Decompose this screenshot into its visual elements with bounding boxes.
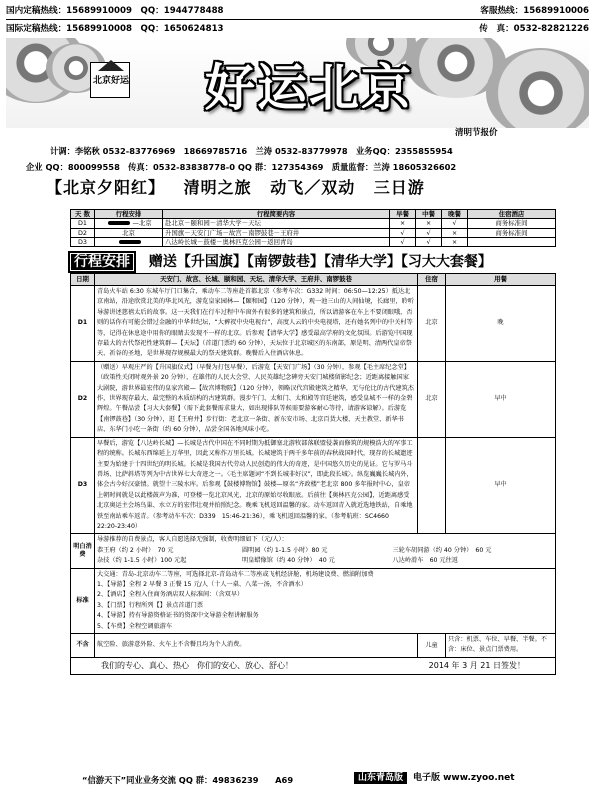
banner-text: 【北京夕阳红】 xyxy=(46,178,166,197)
column-header: 行程简要内容 xyxy=(163,210,390,219)
table-row xyxy=(71,657,556,674)
meal-cell: 早中 xyxy=(446,437,556,534)
column-header: 天 数 xyxy=(71,210,95,219)
meal-cell: √ xyxy=(416,237,442,246)
hotel-cell: 北京 xyxy=(418,361,446,437)
footer-left: “信游天下”同业业务交流 QQ 群：49836239 A69 xyxy=(82,775,294,785)
hotel-cell: 商务标准间 xyxy=(468,228,556,237)
website-link[interactable]: 电子版 www.zyoo.net xyxy=(412,773,515,783)
day-cell: D1 xyxy=(71,286,95,362)
table-row xyxy=(71,228,556,237)
standard-line: 3、【门票】行程所列【】景点首道门票 xyxy=(97,601,204,609)
self-pay-item: 圆明园（约 1-1.5 小时）80 元 xyxy=(242,546,328,554)
page-title: 好运北京 xyxy=(205,58,413,117)
table-row xyxy=(71,437,556,534)
standard-line: 2、【酒店】全程入住商务酒店双人标准间：（含双早） xyxy=(97,591,244,599)
plane-icon xyxy=(119,240,141,244)
hotel-cell xyxy=(468,237,556,246)
column-header: 中餐 xyxy=(416,210,442,219)
footer-right xyxy=(354,773,515,785)
table-row xyxy=(71,237,556,246)
fax-number: 传 真：0532-82821226 xyxy=(479,24,589,34)
divider xyxy=(6,19,589,20)
day-cell: D1 xyxy=(71,219,95,228)
banner-text: 动飞／双动 xyxy=(270,178,356,197)
column-header: 早餐 xyxy=(390,210,416,219)
tour-banner xyxy=(46,178,437,199)
column-header: 日期 xyxy=(71,274,95,286)
hotel-cell xyxy=(418,437,446,534)
banner-text: 三日游 xyxy=(373,178,425,197)
hotel-cell: 北京 xyxy=(418,286,446,362)
meal-cell: 早中 xyxy=(446,361,556,437)
column-header: 晚餐 xyxy=(442,210,468,219)
self-pay-item: 八达岭滑车 60 元往返 xyxy=(392,557,458,565)
contact-line: 企业 QQ：800099558 传真：0532-83838778-0 QQ 群：127354369 质量监督：兰涛 18605326602 xyxy=(26,162,457,172)
flower-decoration xyxy=(486,48,589,128)
domestic-hotline: 国内定稿热线：15689910009 QQ：1944778488 xyxy=(6,6,224,16)
column-header: 住宿酒店 xyxy=(468,210,556,219)
column-header: 用餐 xyxy=(446,274,556,286)
hotel-cell: 商务标准间 xyxy=(468,219,556,228)
self-pay-item: 三轮车胡同游（约 40 分钟） 60 元 xyxy=(392,546,492,554)
column-header: 行程安排 xyxy=(95,210,163,219)
day-description: （赠送）早观庄严的【升国旗仪式】（早餐为打包早餐），后游览【天安门广场】（30 分钟），参观【毛主席纪念堂】（政策性关闭时观外景 20 分钟），在雄伟的人民大会堂、人民英雄纪念碑旁天安门城楼留影纪念；近距离接触国家大剧院，游世界最宏伟的皇家宫殿—【故宫博物院】（120 分钟），领略汉代宫殿建筑之精华，无与伦比的古代建筑杰作，世界现存最大、最完整的木质结构的古建筑群。漫步午门、太和门、太和殿等宫廷建筑，感受皇城不一样的金碧辉煌。午餐品尝【习大大套餐】（需下此套餐需求量大，如出现排队等候需要游客耐心等待，请游客谅解）。后游览【南锣鼓巷】（30 分钟），逛【王府井】步行街：老北京一条街、新东安市场、北京百货大楼、天主教堂、新华书店、东华门小吃一条街（约 60 分钟），品尝全国各地风味小吃。 xyxy=(95,361,418,437)
column-header: 天安门、故宫、长城、颐和园、天坛、清华大学、王府井、南锣鼓巷 xyxy=(95,274,418,286)
detail-table xyxy=(70,273,556,675)
banner-text: 清明之旅 xyxy=(183,178,252,197)
meal-cell: × xyxy=(442,228,468,237)
meal-cell: 晚 xyxy=(446,286,556,362)
route-cell: —北京 xyxy=(95,219,163,228)
table-row xyxy=(71,568,556,633)
international-hotline: 国际定稿热线：15689910008 QQ：1650624813 xyxy=(6,24,224,34)
table-row xyxy=(71,219,556,228)
schedule-heading xyxy=(68,251,492,273)
standard-cell xyxy=(95,568,556,633)
meal-cell: √ xyxy=(416,228,442,237)
day-cell: D2 xyxy=(71,361,95,437)
meal-cell: √ xyxy=(442,219,468,228)
gift-label: 【清华大学】 xyxy=(323,254,401,270)
service-hotline: 客服热线：15689910006 xyxy=(480,6,589,16)
meal-cell: × xyxy=(390,219,416,228)
table-row xyxy=(71,286,556,362)
house-icon xyxy=(98,60,124,71)
meal-cell: × xyxy=(416,219,442,228)
self-pay-item: 杂技（约 1-1.5 小时）100 元起 xyxy=(97,557,187,565)
brand-logo xyxy=(90,62,130,98)
itinerary-table xyxy=(70,209,556,247)
day-cell: D3 xyxy=(71,237,95,246)
table-row xyxy=(71,634,556,658)
gift-label: 赠送【升国旗】 xyxy=(148,254,247,270)
standard-label: 标准 xyxy=(71,568,95,633)
meal-cell: √ xyxy=(390,237,416,246)
table-row xyxy=(71,534,556,568)
gift-label: 【南锣鼓巷】 xyxy=(246,254,324,270)
excluded-text: 航空险、旅游意外险、火车上不含餐且均为个人消费。 xyxy=(95,634,418,658)
meal-cell: × xyxy=(442,237,468,246)
day-cell: D2 xyxy=(71,228,95,237)
contact-line: 计调：李铭秋 0532-83776969 18669785716 兰涛 0532-83779978 业务QQ：2355855954 xyxy=(50,146,453,156)
table-row xyxy=(71,361,556,437)
self-pay-item: 恭王府（约 2 小时） 70 元 xyxy=(97,546,174,554)
summary-cell: 八达岭长城－鼓楼－奥林匹克公园－返回青岛 xyxy=(163,237,390,246)
day-cell: D3 xyxy=(71,437,95,534)
column-header: 住宿 xyxy=(418,274,446,286)
self-pay-item: 明皇蜡像馆（约 40 分钟） 40 元 xyxy=(242,557,335,565)
self-pay-label: 明白消费 xyxy=(71,534,95,568)
route-cell xyxy=(95,237,163,246)
route-cell: 北京 xyxy=(95,228,163,237)
summary-cell: 升国旗－天安门广场－故宫－南锣鼓巷－王府井 xyxy=(163,228,390,237)
self-pay-items xyxy=(97,546,553,567)
price-list-label: 清明节报价 xyxy=(455,128,498,138)
self-pay-intro: 导游推荐的自费景点，客人自愿选择无强制，收费明细如下（元/人）： xyxy=(97,536,288,544)
day-description: 早餐后，游览【八达岭长城】—长城是古代中国在不同时期为抵御塞北游牧部落联盟侵袭而修筑的规模浩大的军事工程的统称。长城东西绵延上万华里，因此又称作万里长城。长城建筑于两千多年前的春秋战国时代，现存的长城遗迹主要为始建于十四世纪的明长城。长城是我国古代劳动人民创造的伟大的奇迹，是中国悠久历史的见证。它与罗马斗兽场、比萨斜塔等列为中古世界七大奇迹之一。〈毛主席题词“不到长城非好汉”，即此段长城〉。纵览巍巍长城内外，体会古今好汉豪情。就望十三陵水库。后参观【鼓楼博物馆】鼓楼—原名“齐政楼”老北京 800 多年报时中心，皇帝上朝时间就是以此楼鼓声为准，可登楼一览北京风光，北京的原始尽收眼底。后前往【奥林匹克公园】，近距离感受北京奥运主会场鸟巢、水立方的宏伟壮观并拍照纪念。晚乘飞机返回温馨的家。动车返回青入就近选地铁站，自乘地铁至南站乘车返青。（参考动车车次：D339 15:46-21:36），乘飞机返回温馨的家。（参考航班：SC4660 22:20-23:40） xyxy=(95,437,418,534)
excluded-label: 不含 xyxy=(71,634,95,658)
slogan-cell xyxy=(71,657,556,674)
standard-line: 4、【导游】持有导游资格证书的资深中文导游全程讲解服务 xyxy=(97,612,259,620)
child-text: 只含：机票、车位、早餐、半餐。不含：床位、景点门票费用。 xyxy=(446,634,556,658)
gift-label: 【习大大套餐】 xyxy=(400,254,492,270)
meal-cell: √ xyxy=(390,228,416,237)
issue-date: 2014 年 3 月 21 日签发！ xyxy=(428,660,525,670)
day-description: 青岛火车站 6:30 东城车厅门口集合，乘动车二等座赴首都北京（参考车次：G332 时间：06:50—12:25）抵达北京南站，沿途欣赏北美的华北风光，游览皇家园林—【颐和园】（120 分钟），观一池三山的人间仙境，长廊里，聆听导游讲述慈禧太后的故事。这一天我们在行车过程中车窗外有很多的建筑和景点，所以请游客在车上不要闭眼哦，否则的话你有可能会错过金融的中华世纪坛，“大裤衩中央电视台”，高度人云的中央电视塔，还有她名列中的中关村等等，记得在休息途中用你的眼睛去发现不一样的北京。后参观【清华大学】感受最高学府的文化氛围。后游览中国现存最大的古代祭祀性建筑群—【天坛】（首道门票约 60 分钟），天坛位于北京城区的东南部，原是明、清两代皇帝祭天、祈谷的圣地，是世界现存规模最大的祭天建筑群。晚餐后入住酒店休息。 xyxy=(95,286,418,362)
brand-badge: 山东青岛版 xyxy=(354,772,407,784)
logo-text: 北京好运 xyxy=(93,76,130,86)
self-pay-cell xyxy=(95,534,556,568)
summary-cell: 赴北京－颐和园－清华大学－天坛 xyxy=(163,219,390,228)
schedule-title: 行程安排 xyxy=(68,251,136,273)
train-icon xyxy=(108,221,130,225)
hotline-bar xyxy=(6,4,589,38)
standard-line: 大交通：青岛-北京动车二等座，可选择北京-青岛动车二等座或飞机经济舱，机场建设费、燃油附加费 xyxy=(97,570,374,578)
standard-line: 1、【导游】全程 2 早餐 3 正餐 15 元/人（十人一桌、八菜一汤，不含酒水） xyxy=(97,580,307,588)
standard-line: 5、【车费】全程空调旅游车 xyxy=(97,622,173,630)
child-label: 儿童 xyxy=(418,634,446,658)
slogan: 我们的专心、真心、热心 你们的安心、放心、舒心！ xyxy=(101,660,293,670)
